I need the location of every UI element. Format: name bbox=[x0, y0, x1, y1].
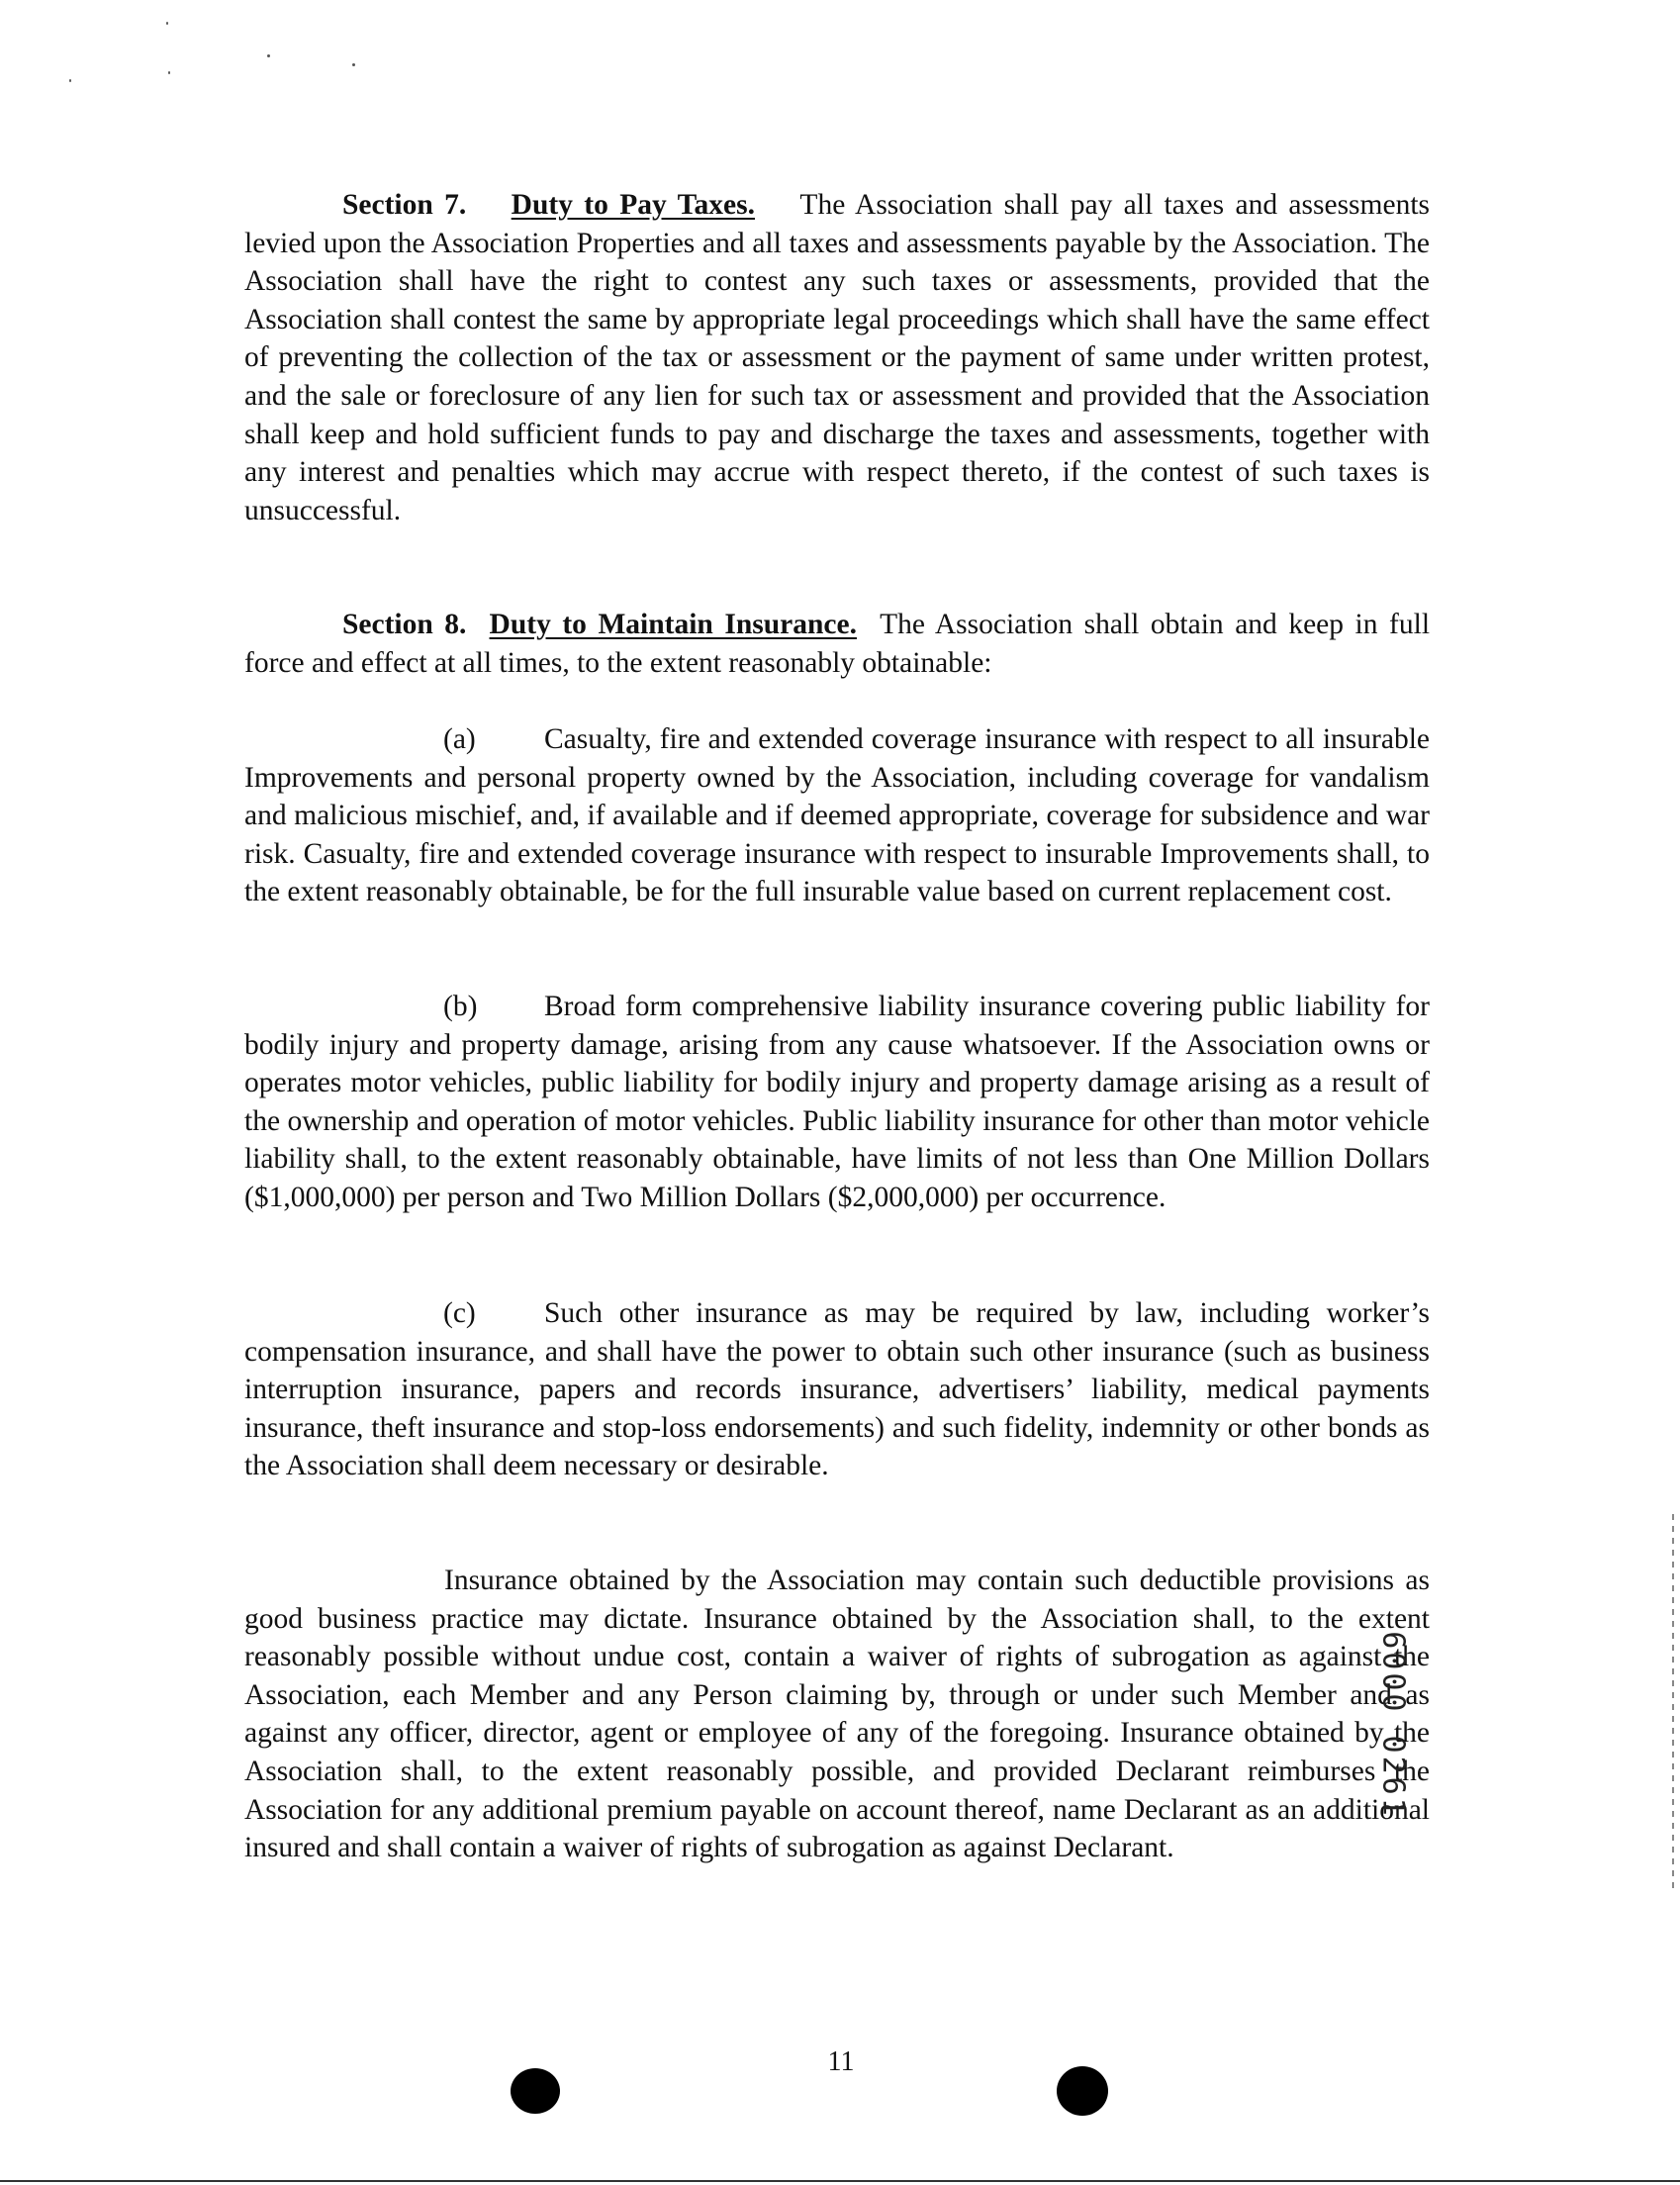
scan-edge-line bbox=[1672, 1514, 1674, 1890]
section-8-paragraph bbox=[244, 606, 1430, 682]
item-b-paragraph bbox=[244, 988, 1430, 1217]
item-a-paragraph bbox=[244, 720, 1430, 911]
scan-speck bbox=[69, 79, 71, 82]
item-b-text: Broad form comprehensive liability insurance covering public liability for bodily injury and property damage, arising from any cause whatsoever. If the Association owns or operates motor vehicles, public liability for bodily injury and property damage arising as a result of the ownership and operation of motor vehicles. Public liability insurance for other than motor vehicle liability shall, to the extent reasonably obtainable, have limits of not less than One Million Dollars ($1,000,000) per person and Two Million Dollars ($2,000,000) per occurrence. bbox=[244, 991, 1430, 1213]
margin-stamp-text: 6000 0261 bbox=[1375, 1631, 1411, 1819]
section-8-body: The Association shall obtain and keep in full force and effect at all times, to the extent reasonably obtainable: bbox=[244, 609, 1431, 679]
item-a-label: (a) bbox=[443, 723, 476, 755]
scan-speck bbox=[168, 71, 170, 74]
section-8-item-c bbox=[244, 1294, 1430, 1485]
scan-speck bbox=[267, 54, 270, 57]
punch-hole-mark-left bbox=[511, 2068, 560, 2114]
section-8-label: Section 8. bbox=[342, 609, 467, 640]
section-8-title: Duty to Maintain Insurance. bbox=[489, 609, 857, 640]
punch-hole-mark-right bbox=[1057, 2066, 1108, 2116]
insurance-closing bbox=[244, 1562, 1430, 1867]
item-c-paragraph bbox=[244, 1294, 1430, 1485]
scan-bottom-line bbox=[0, 2180, 1680, 2182]
scan-speck bbox=[166, 22, 168, 25]
scan-speck bbox=[352, 63, 355, 66]
section-7-title: Duty to Pay Taxes. bbox=[511, 189, 755, 221]
section-7-body: The Association shall pay all taxes and assessments levied upon the Association Properties and all taxes and assessments payable by the Association. The Association shall have the right to contest any such taxes or assessments, provided that the Association shall contest the same by appropriate legal proceedings which shall have the same effect of preventing the collection of the tax or assessment or the payment of same under written protest, and the sale or foreclosure of any lien for such tax or assessment and provided that the Association shall keep and hold sufficient funds to pay and discharge the taxes and assessments, together with any interest and penalties which may accrue with respect thereto, if the contest of such taxes is unsuccessful. bbox=[244, 189, 1430, 526]
page-number: 11 bbox=[827, 2046, 855, 2077]
item-b-label: (b) bbox=[443, 991, 478, 1022]
section-8 bbox=[244, 606, 1430, 682]
section-7-paragraph bbox=[244, 186, 1430, 529]
margin-stamp bbox=[1375, 1591, 1411, 1858]
section-7 bbox=[244, 186, 1430, 529]
item-a-text: Casualty, fire and extended coverage insurance with respect to all insurable Improvements and personal property owned by the Association, including coverage for vandalism and malicious mischief, and, if available and if deemed appropriate, coverage for subsidence and war risk. Casualty, fire and extended coverage insurance with respect to insurable Improvements shall, to the extent reasonably obtainable, be for the full insurable value based on current replacement cost. bbox=[244, 723, 1430, 908]
section-8-item-b bbox=[244, 988, 1430, 1217]
section-7-label: Section 7. bbox=[342, 189, 467, 221]
item-c-label: (c) bbox=[443, 1297, 476, 1329]
item-c-text: Such other insurance as may be required by law, including worker’s compensation insurance, and shall have the power to obtain such other insurance (such as business interruption insurance, papers and records insurance, advertisers’ liability, medical payments insurance, theft insurance and stop-loss endorsements) and such fidelity, indemnity or other bonds as the Association shall deem necessary or desirable. bbox=[244, 1297, 1430, 1482]
insurance-closing-paragraph: Insurance obtained by the Association may contain such deductible provisions as good business practice may dictate. Insurance obtained by the Association shall, to the extent reasonably possible without undue cost, contain a waiver of rights of subrogation as against the Association, each Member and any Person claiming by, through or under such Member and as against any officer, director, agent or employee of any of the foregoing. Insurance obtained by the Association shall, to the extent reasonably possible, and provided Declarant reimburses the Association for any additional premium payable on account thereof, name Declarant as an additional insured and shall contain a waiver of rights of subrogation as against Declarant. bbox=[244, 1565, 1430, 1864]
section-8-item-a bbox=[244, 720, 1430, 911]
